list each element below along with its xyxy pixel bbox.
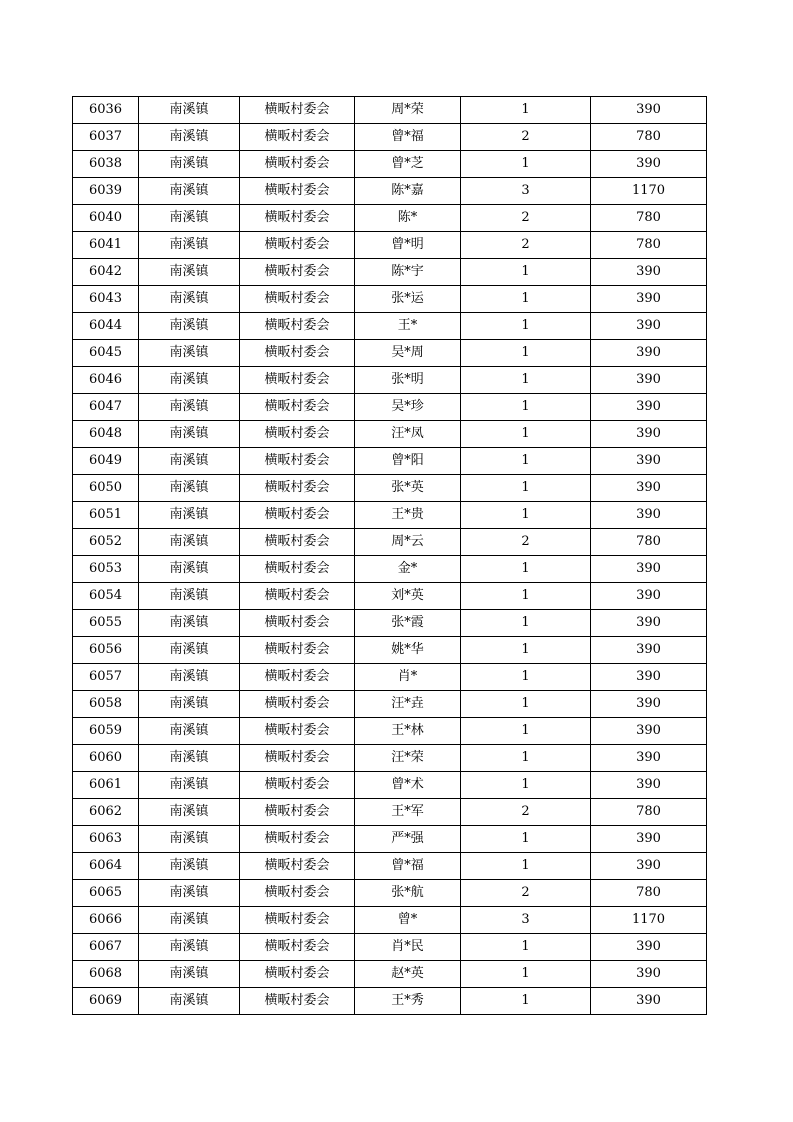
table-row	[73, 151, 707, 178]
village-committee-cell: 横畈村委会	[240, 610, 355, 637]
serial-number-cell: 6050	[73, 475, 139, 502]
amount-cell: 390	[591, 259, 707, 286]
amount-cell: 390	[591, 421, 707, 448]
village-committee-cell: 横畈村委会	[240, 907, 355, 934]
name-cell: 王*贵	[355, 502, 461, 529]
amount-cell: 390	[591, 961, 707, 988]
household-size-cell: 2	[461, 529, 591, 556]
household-size-cell: 1	[461, 259, 591, 286]
household-size-cell: 1	[461, 718, 591, 745]
name-cell: 周*荣	[355, 97, 461, 124]
amount-cell: 390	[591, 340, 707, 367]
name-cell: 曾*福	[355, 124, 461, 151]
village-committee-cell: 横畈村委会	[240, 286, 355, 313]
town-cell: 南溪镇	[139, 448, 240, 475]
village-committee-cell: 横畈村委会	[240, 259, 355, 286]
town-cell: 南溪镇	[139, 961, 240, 988]
table-row	[73, 178, 707, 205]
town-cell: 南溪镇	[139, 934, 240, 961]
serial-number-cell: 6053	[73, 556, 139, 583]
household-size-cell: 1	[461, 853, 591, 880]
town-cell: 南溪镇	[139, 151, 240, 178]
town-cell: 南溪镇	[139, 826, 240, 853]
village-committee-cell: 横畈村委会	[240, 313, 355, 340]
table-row	[73, 124, 707, 151]
town-cell: 南溪镇	[139, 313, 240, 340]
household-size-cell: 1	[461, 745, 591, 772]
town-cell: 南溪镇	[139, 124, 240, 151]
village-committee-cell: 横畈村委会	[240, 151, 355, 178]
household-size-cell: 1	[461, 97, 591, 124]
amount-cell: 390	[591, 610, 707, 637]
village-committee-cell: 横畈村委会	[240, 421, 355, 448]
town-cell: 南溪镇	[139, 232, 240, 259]
serial-number-cell: 6042	[73, 259, 139, 286]
village-committee-cell: 横畈村委会	[240, 880, 355, 907]
amount-cell: 390	[591, 502, 707, 529]
amount-cell: 1170	[591, 178, 707, 205]
name-cell: 张*明	[355, 367, 461, 394]
amount-cell: 390	[591, 988, 707, 1015]
amount-cell: 390	[591, 286, 707, 313]
table-row	[73, 961, 707, 988]
household-size-cell: 2	[461, 232, 591, 259]
amount-cell: 390	[591, 853, 707, 880]
serial-number-cell: 6064	[73, 853, 139, 880]
roster-table-body	[73, 97, 707, 1015]
village-committee-cell: 横畈村委会	[240, 448, 355, 475]
town-cell: 南溪镇	[139, 97, 240, 124]
name-cell: 张*霞	[355, 610, 461, 637]
name-cell: 王*秀	[355, 988, 461, 1015]
name-cell: 陈*嘉	[355, 178, 461, 205]
serial-number-cell: 6051	[73, 502, 139, 529]
name-cell: 曾*	[355, 907, 461, 934]
household-size-cell: 2	[461, 124, 591, 151]
amount-cell: 390	[591, 583, 707, 610]
town-cell: 南溪镇	[139, 394, 240, 421]
town-cell: 南溪镇	[139, 637, 240, 664]
name-cell: 吴*周	[355, 340, 461, 367]
amount-cell: 390	[591, 448, 707, 475]
table-row	[73, 529, 707, 556]
amount-cell: 390	[591, 934, 707, 961]
household-size-cell: 1	[461, 988, 591, 1015]
table-row	[73, 259, 707, 286]
village-committee-cell: 横畈村委会	[240, 124, 355, 151]
serial-number-cell: 6055	[73, 610, 139, 637]
household-size-cell: 1	[461, 556, 591, 583]
name-cell: 汪*荣	[355, 745, 461, 772]
serial-number-cell: 6049	[73, 448, 139, 475]
name-cell: 王*军	[355, 799, 461, 826]
town-cell: 南溪镇	[139, 988, 240, 1015]
household-size-cell: 1	[461, 610, 591, 637]
amount-cell: 390	[591, 637, 707, 664]
table-row	[73, 853, 707, 880]
town-cell: 南溪镇	[139, 610, 240, 637]
household-size-cell: 1	[461, 313, 591, 340]
town-cell: 南溪镇	[139, 556, 240, 583]
serial-number-cell: 6068	[73, 961, 139, 988]
amount-cell: 390	[591, 151, 707, 178]
amount-cell: 780	[591, 529, 707, 556]
name-cell: 曾*阳	[355, 448, 461, 475]
serial-number-cell: 6063	[73, 826, 139, 853]
amount-cell: 390	[591, 691, 707, 718]
village-committee-cell: 横畈村委会	[240, 502, 355, 529]
household-size-cell: 1	[461, 502, 591, 529]
village-committee-cell: 横畈村委会	[240, 745, 355, 772]
table-row	[73, 394, 707, 421]
amount-cell: 390	[591, 664, 707, 691]
town-cell: 南溪镇	[139, 421, 240, 448]
table-row	[73, 772, 707, 799]
household-size-cell: 1	[461, 475, 591, 502]
amount-cell: 780	[591, 232, 707, 259]
town-cell: 南溪镇	[139, 745, 240, 772]
village-committee-cell: 横畈村委会	[240, 178, 355, 205]
amount-cell: 390	[591, 97, 707, 124]
village-committee-cell: 横畈村委会	[240, 232, 355, 259]
village-committee-cell: 横畈村委会	[240, 988, 355, 1015]
table-row	[73, 367, 707, 394]
table-row	[73, 448, 707, 475]
table-row	[73, 313, 707, 340]
amount-cell: 390	[591, 718, 707, 745]
name-cell: 汪*垚	[355, 691, 461, 718]
name-cell: 王*林	[355, 718, 461, 745]
village-committee-cell: 横畈村委会	[240, 340, 355, 367]
village-committee-cell: 横畈村委会	[240, 637, 355, 664]
town-cell: 南溪镇	[139, 178, 240, 205]
amount-cell: 780	[591, 124, 707, 151]
household-size-cell: 1	[461, 151, 591, 178]
household-size-cell: 1	[461, 961, 591, 988]
table-row	[73, 664, 707, 691]
town-cell: 南溪镇	[139, 367, 240, 394]
village-committee-cell: 横畈村委会	[240, 799, 355, 826]
village-committee-cell: 横畈村委会	[240, 205, 355, 232]
serial-number-cell: 6054	[73, 583, 139, 610]
amount-cell: 780	[591, 205, 707, 232]
amount-cell: 390	[591, 475, 707, 502]
town-cell: 南溪镇	[139, 853, 240, 880]
village-committee-cell: 横畈村委会	[240, 475, 355, 502]
village-committee-cell: 横畈村委会	[240, 529, 355, 556]
serial-number-cell: 6044	[73, 313, 139, 340]
town-cell: 南溪镇	[139, 907, 240, 934]
serial-number-cell: 6045	[73, 340, 139, 367]
name-cell: 曾*芝	[355, 151, 461, 178]
table-row	[73, 880, 707, 907]
household-size-cell: 1	[461, 826, 591, 853]
town-cell: 南溪镇	[139, 880, 240, 907]
town-cell: 南溪镇	[139, 286, 240, 313]
household-size-cell: 1	[461, 421, 591, 448]
serial-number-cell: 6038	[73, 151, 139, 178]
table-row	[73, 97, 707, 124]
name-cell: 肖*民	[355, 934, 461, 961]
serial-number-cell: 6066	[73, 907, 139, 934]
town-cell: 南溪镇	[139, 772, 240, 799]
name-cell: 曾*明	[355, 232, 461, 259]
name-cell: 金*	[355, 556, 461, 583]
village-committee-cell: 横畈村委会	[240, 718, 355, 745]
table-row	[73, 934, 707, 961]
table-row	[73, 691, 707, 718]
table-row	[73, 502, 707, 529]
household-size-cell: 3	[461, 907, 591, 934]
table-row	[73, 826, 707, 853]
serial-number-cell: 6069	[73, 988, 139, 1015]
serial-number-cell: 6036	[73, 97, 139, 124]
name-cell: 陈*宇	[355, 259, 461, 286]
serial-number-cell: 6065	[73, 880, 139, 907]
name-cell: 曾*福	[355, 853, 461, 880]
amount-cell: 390	[591, 556, 707, 583]
village-committee-cell: 横畈村委会	[240, 664, 355, 691]
town-cell: 南溪镇	[139, 691, 240, 718]
serial-number-cell: 6056	[73, 637, 139, 664]
town-cell: 南溪镇	[139, 718, 240, 745]
household-size-cell: 3	[461, 178, 591, 205]
name-cell: 刘*英	[355, 583, 461, 610]
household-size-cell: 2	[461, 880, 591, 907]
table-row	[73, 907, 707, 934]
village-committee-cell: 横畈村委会	[240, 583, 355, 610]
name-cell: 赵*英	[355, 961, 461, 988]
amount-cell: 390	[591, 313, 707, 340]
amount-cell: 390	[591, 367, 707, 394]
table-row	[73, 718, 707, 745]
amount-cell: 780	[591, 880, 707, 907]
village-committee-cell: 横畈村委会	[240, 961, 355, 988]
serial-number-cell: 6061	[73, 772, 139, 799]
town-cell: 南溪镇	[139, 583, 240, 610]
amount-cell: 390	[591, 772, 707, 799]
table-row	[73, 556, 707, 583]
serial-number-cell: 6048	[73, 421, 139, 448]
household-size-cell: 1	[461, 583, 591, 610]
serial-number-cell: 6047	[73, 394, 139, 421]
name-cell: 吴*珍	[355, 394, 461, 421]
name-cell: 肖*	[355, 664, 461, 691]
town-cell: 南溪镇	[139, 475, 240, 502]
name-cell: 周*云	[355, 529, 461, 556]
table-row	[73, 637, 707, 664]
town-cell: 南溪镇	[139, 529, 240, 556]
amount-cell: 390	[591, 394, 707, 421]
household-size-cell: 2	[461, 799, 591, 826]
village-committee-cell: 横畈村委会	[240, 394, 355, 421]
table-row	[73, 610, 707, 637]
table-row	[73, 745, 707, 772]
serial-number-cell: 6039	[73, 178, 139, 205]
village-committee-cell: 横畈村委会	[240, 934, 355, 961]
name-cell: 张*航	[355, 880, 461, 907]
household-size-cell: 1	[461, 340, 591, 367]
serial-number-cell: 6067	[73, 934, 139, 961]
serial-number-cell: 6058	[73, 691, 139, 718]
town-cell: 南溪镇	[139, 340, 240, 367]
table-row	[73, 340, 707, 367]
serial-number-cell: 6060	[73, 745, 139, 772]
village-committee-cell: 横畈村委会	[240, 556, 355, 583]
name-cell: 曾*术	[355, 772, 461, 799]
serial-number-cell: 6037	[73, 124, 139, 151]
town-cell: 南溪镇	[139, 664, 240, 691]
household-size-cell: 1	[461, 664, 591, 691]
serial-number-cell: 6040	[73, 205, 139, 232]
household-size-cell: 1	[461, 772, 591, 799]
roster-table	[72, 96, 707, 1015]
town-cell: 南溪镇	[139, 799, 240, 826]
serial-number-cell: 6043	[73, 286, 139, 313]
name-cell: 严*强	[355, 826, 461, 853]
amount-cell: 390	[591, 826, 707, 853]
village-committee-cell: 横畈村委会	[240, 691, 355, 718]
table-row	[73, 799, 707, 826]
serial-number-cell: 6052	[73, 529, 139, 556]
town-cell: 南溪镇	[139, 259, 240, 286]
household-size-cell: 1	[461, 394, 591, 421]
table-row	[73, 421, 707, 448]
village-committee-cell: 横畈村委会	[240, 853, 355, 880]
household-size-cell: 1	[461, 637, 591, 664]
serial-number-cell: 6062	[73, 799, 139, 826]
name-cell: 姚*华	[355, 637, 461, 664]
table-row	[73, 583, 707, 610]
serial-number-cell: 6057	[73, 664, 139, 691]
household-size-cell: 1	[461, 286, 591, 313]
town-cell: 南溪镇	[139, 502, 240, 529]
name-cell: 张*英	[355, 475, 461, 502]
village-committee-cell: 横畈村委会	[240, 367, 355, 394]
table-row	[73, 988, 707, 1015]
village-committee-cell: 横畈村委会	[240, 97, 355, 124]
town-cell: 南溪镇	[139, 205, 240, 232]
amount-cell: 390	[591, 745, 707, 772]
household-size-cell: 1	[461, 448, 591, 475]
serial-number-cell: 6041	[73, 232, 139, 259]
table-row	[73, 475, 707, 502]
name-cell: 汪*凤	[355, 421, 461, 448]
table-row	[73, 232, 707, 259]
name-cell: 陈*	[355, 205, 461, 232]
table-row	[73, 286, 707, 313]
amount-cell: 1170	[591, 907, 707, 934]
household-size-cell: 2	[461, 205, 591, 232]
household-size-cell: 1	[461, 934, 591, 961]
amount-cell: 780	[591, 799, 707, 826]
name-cell: 王*	[355, 313, 461, 340]
serial-number-cell: 6059	[73, 718, 139, 745]
village-committee-cell: 横畈村委会	[240, 826, 355, 853]
serial-number-cell: 6046	[73, 367, 139, 394]
name-cell: 张*运	[355, 286, 461, 313]
village-committee-cell: 横畈村委会	[240, 772, 355, 799]
household-size-cell: 1	[461, 691, 591, 718]
household-size-cell: 1	[461, 367, 591, 394]
table-row	[73, 205, 707, 232]
